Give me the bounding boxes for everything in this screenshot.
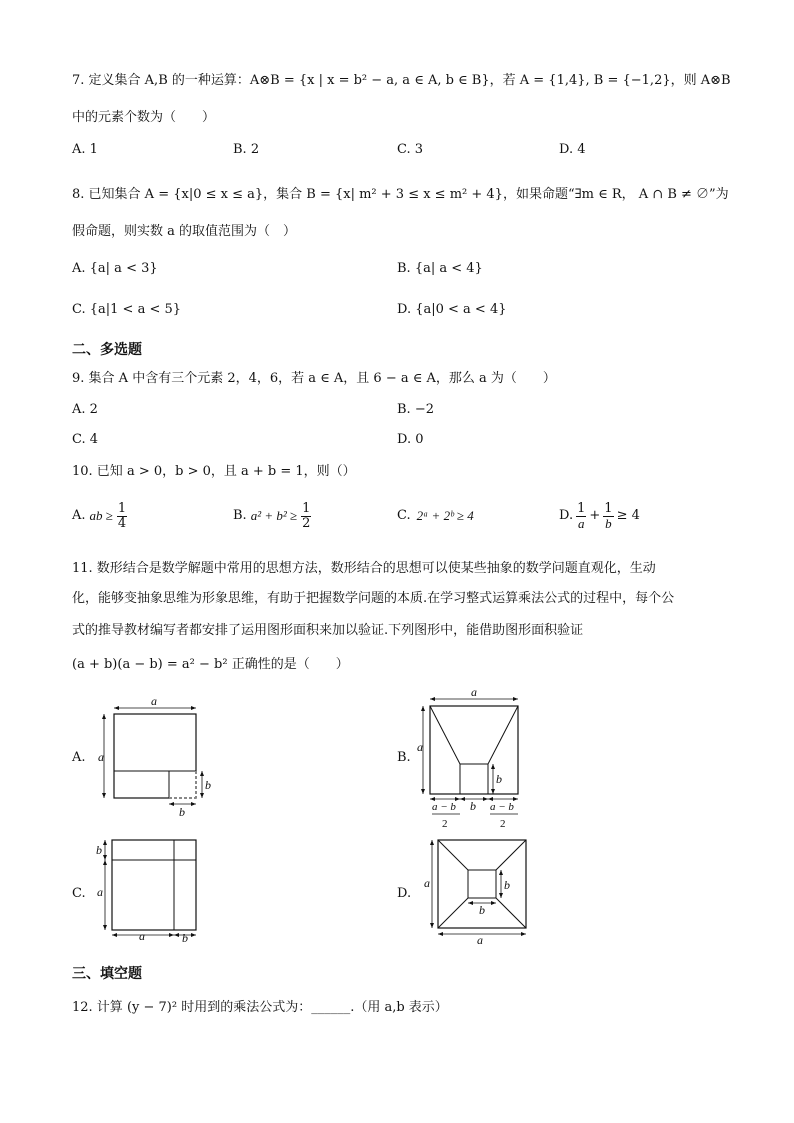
- fig-b-left-label: a: [417, 740, 423, 754]
- fig-b-inner-label: b: [496, 772, 502, 786]
- q8-stem-line2: 假命题，则实数 a 的取值范围为（ ）: [72, 224, 297, 239]
- q11-option-b-label: B.: [397, 750, 411, 765]
- q10-option-a: [72, 496, 127, 536]
- fig-c-bottom-right-label: b: [182, 931, 188, 945]
- fig-b-bottom-left-den: 2: [442, 818, 448, 830]
- fig-d-inner-right-label: b: [504, 878, 510, 892]
- q7-option-d: D. 4: [559, 142, 586, 157]
- q10-option-d-plus: +: [589, 508, 601, 523]
- fig-a-left-label: a: [98, 750, 104, 764]
- section-heading-fill: 三、填空题: [72, 966, 142, 982]
- q10-option-a-label: A.: [72, 508, 86, 523]
- q7-stem-line1: 7. 定义集合 A,B 的一种运算：A⊗B = {x | x = b² − a, a ∈ A, b ∈ B}，若 A = {1,4}, B = {−1,2}，则 A⊗B: [72, 73, 731, 88]
- q10-option-c-label: C.: [397, 508, 411, 523]
- q10-option-d-label: D.: [559, 508, 574, 523]
- q10-option-b-num: 1: [302, 500, 311, 516]
- q9-option-c: C. 4: [72, 432, 99, 447]
- fig-a-right-label: b: [205, 778, 211, 792]
- q8-option-a: A. {a| a < 3}: [72, 261, 158, 276]
- q10-option-c-expr: 2ᵃ + 2ᵇ ≥ 4: [416, 508, 474, 523]
- q11-stem-line1: 11. 数形结合是数学解题中常用的思想方法，数形结合的思想可以使某些抽象的数学问题直观化，生动: [72, 561, 656, 576]
- q10-option-a-num: 1: [117, 500, 127, 516]
- fig-d-left-label: a: [424, 876, 430, 890]
- q11-stem-line4: (a + b)(a − b) = a² − b² 正确性的是（ ）: [72, 657, 349, 672]
- q10-option-b-label: B.: [233, 508, 247, 523]
- q11-figure-a: [90, 694, 220, 822]
- section-heading-multi: 二、多选题: [72, 342, 142, 358]
- q10-option-c: [397, 496, 474, 536]
- q8-option-d: D. {a|0 < a < 4}: [397, 302, 507, 317]
- q9-option-d: D. 0: [397, 432, 424, 447]
- q10-option-d-rest: ≥ 4: [616, 508, 640, 523]
- q8-option-b: B. {a| a < 4}: [397, 261, 483, 276]
- q10-option-d-num1: 1: [577, 500, 586, 516]
- q8-stem-line1: 8. 已知集合 A = {x|0 ≤ x ≤ a}，集合 B = {x| m² + 3 ≤ x ≤ m² + 4}，如果命题“∃m ∈ R， A ∩ B ≠ ∅”为: [72, 187, 729, 202]
- fig-a-bottom-label: b: [179, 805, 185, 819]
- q11-figure-b: [412, 686, 538, 834]
- q11-figure-d: [418, 832, 532, 948]
- fig-b-bottom-left-num: a − b: [432, 801, 456, 813]
- q10-stem: 10. 已知 a > 0，b > 0，且 a + b = 1，则（）: [72, 464, 356, 479]
- q12-stem: 12. 计算 (y − 7)² 时用到的乘法公式为：______.（用 a,b 表示）: [72, 1000, 448, 1015]
- q10-option-b-expr: a² + b² ≥: [250, 508, 298, 523]
- q11-stem-line2: 化，能够变抽象思维为形象思维，有助于把握数学问题的本质.在学习整式运算乘法公式的过程中，每个公: [72, 591, 675, 606]
- q10-option-b-fraction: [301, 502, 311, 531]
- q9-stem: 9. 集合 A 中含有三个元素 2，4，6，若 a ∈ A，且 6 − a ∈ A，那么 a 为（ ）: [72, 371, 556, 386]
- fig-b-top-label: a: [471, 686, 477, 699]
- q10-option-a-den: 4: [117, 515, 127, 531]
- q7-option-b: B. 2: [233, 142, 260, 157]
- q10-option-a-expr: ab ≥: [89, 508, 113, 523]
- q10-option-b: [233, 496, 311, 536]
- fig-c-left-label: a: [97, 885, 103, 899]
- q7-stem-line2: 中的元素个数为（ ）: [72, 110, 216, 125]
- fig-a-top-label: a: [151, 694, 157, 708]
- fig-b-bottom-right-den: 2: [500, 818, 506, 830]
- q10-option-d: [559, 496, 640, 536]
- q10-option-b-den: 2: [302, 515, 311, 531]
- q10-option-d-num2: 1: [604, 500, 613, 516]
- q9-option-a: A. 2: [72, 402, 98, 417]
- q10-option-d-den2: b: [605, 515, 612, 531]
- fig-c-bottom-label: a: [139, 929, 145, 943]
- q10-option-d-den1: a: [577, 515, 585, 531]
- q8-option-c: C. {a|1 < a < 5}: [72, 302, 182, 317]
- fig-b-bottom-mid-label: b: [470, 799, 476, 813]
- q10-option-a-fraction: [117, 502, 127, 531]
- q11-option-c-label: C.: [72, 886, 86, 901]
- q7-option-a: A. 1: [72, 142, 98, 157]
- q11-option-a-label: A.: [72, 750, 86, 765]
- q11-option-d-label: D.: [397, 886, 412, 901]
- fig-d-inner-bottom-label: b: [479, 903, 485, 917]
- q9-option-b: B. −2: [397, 402, 434, 417]
- q10-option-d-fraction-1: [576, 502, 586, 531]
- fig-c-left-top-label: b: [96, 843, 102, 857]
- fig-b-bottom-right-num: a − b: [490, 801, 514, 813]
- q10-option-d-fraction-2: [603, 502, 613, 531]
- q11-stem-line3: 式的推导教材编写者都安排了运用图形面积来加以验证.下列图形中，能借助图形面积验证: [72, 623, 584, 638]
- q11-figure-c: [90, 834, 210, 946]
- q7-option-c: C. 3: [397, 142, 424, 157]
- fig-d-bottom-label: a: [477, 933, 483, 947]
